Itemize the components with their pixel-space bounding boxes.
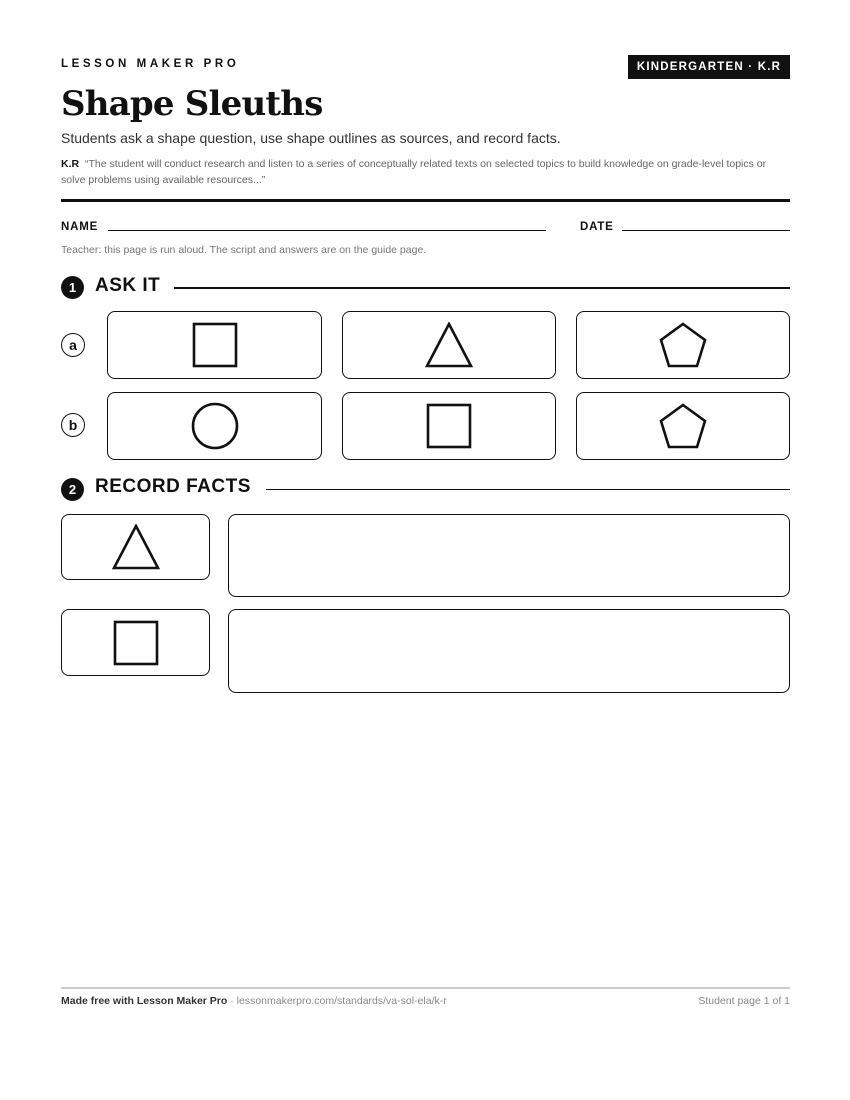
- pentagon-icon: [659, 403, 707, 449]
- footer-credit: [61, 995, 447, 1007]
- ask-a-square-card[interactable]: [107, 311, 322, 379]
- section-1-title: ASK IT: [95, 275, 161, 296]
- row-b-label: b: [61, 413, 85, 437]
- date-label: DATE: [580, 221, 614, 233]
- footer-page-number: Student page 1 of 1: [698, 995, 790, 1007]
- footer-separator: ·: [227, 995, 237, 1007]
- square-icon: [113, 620, 159, 666]
- section-1-number: 1: [61, 276, 84, 299]
- circle-icon: [191, 402, 239, 450]
- row-a-label: a: [61, 333, 85, 357]
- triangle-icon: [425, 322, 473, 368]
- header-divider: [61, 199, 790, 202]
- footer-made-with: Made free with Lesson Maker Pro: [61, 995, 228, 1007]
- teacher-note: Teacher: this page is run aloud. The script and answers are on the guide page.: [61, 244, 427, 256]
- page-title: Shape Sleuths: [61, 84, 323, 124]
- name-field[interactable]: [108, 230, 546, 231]
- grade-standard-badge: KINDERGARTEN · K.R: [628, 55, 790, 79]
- standard-description: [61, 156, 790, 188]
- ask-a-pentagon-card[interactable]: [576, 311, 790, 379]
- name-label: NAME: [61, 221, 99, 233]
- square-icon: [192, 322, 238, 368]
- triangle-icon: [112, 524, 160, 570]
- standard-code: K.R: [61, 158, 80, 170]
- ask-b-pentagon-card[interactable]: [576, 392, 790, 460]
- ask-a-triangle-card[interactable]: [342, 311, 556, 379]
- pentagon-icon: [659, 322, 707, 368]
- section-2-rule: [266, 489, 790, 490]
- footer-divider: [61, 987, 790, 989]
- record-triangle-card: [61, 514, 210, 580]
- section-2-number: 2: [61, 478, 84, 501]
- section-1-rule: [174, 287, 790, 289]
- section-2-title: RECORD FACTS: [95, 476, 251, 497]
- ask-b-circle-card[interactable]: [107, 392, 322, 460]
- page-subtitle: Students ask a shape question, use shape outlines as sources, and record facts.: [61, 130, 561, 146]
- record-square-card: [61, 609, 210, 676]
- worksheet-page: [61, 0, 790, 1100]
- standard-text: “The student will conduct research and listen to a series of conceptually related texts on selected topics to build knowledge on grade-level topics or solve problems using available resources...”: [61, 158, 767, 186]
- brand-name: LESSON MAKER PRO: [61, 58, 240, 70]
- ask-b-square-card[interactable]: [342, 392, 556, 460]
- record-fact-box-2[interactable]: [228, 609, 790, 693]
- record-fact-box-1[interactable]: [228, 514, 790, 597]
- footer-url[interactable]: lessonmakerpro.com/standards/va-sol-ela/k-r: [236, 995, 447, 1007]
- date-field[interactable]: [622, 230, 790, 231]
- square-icon: [426, 403, 472, 449]
